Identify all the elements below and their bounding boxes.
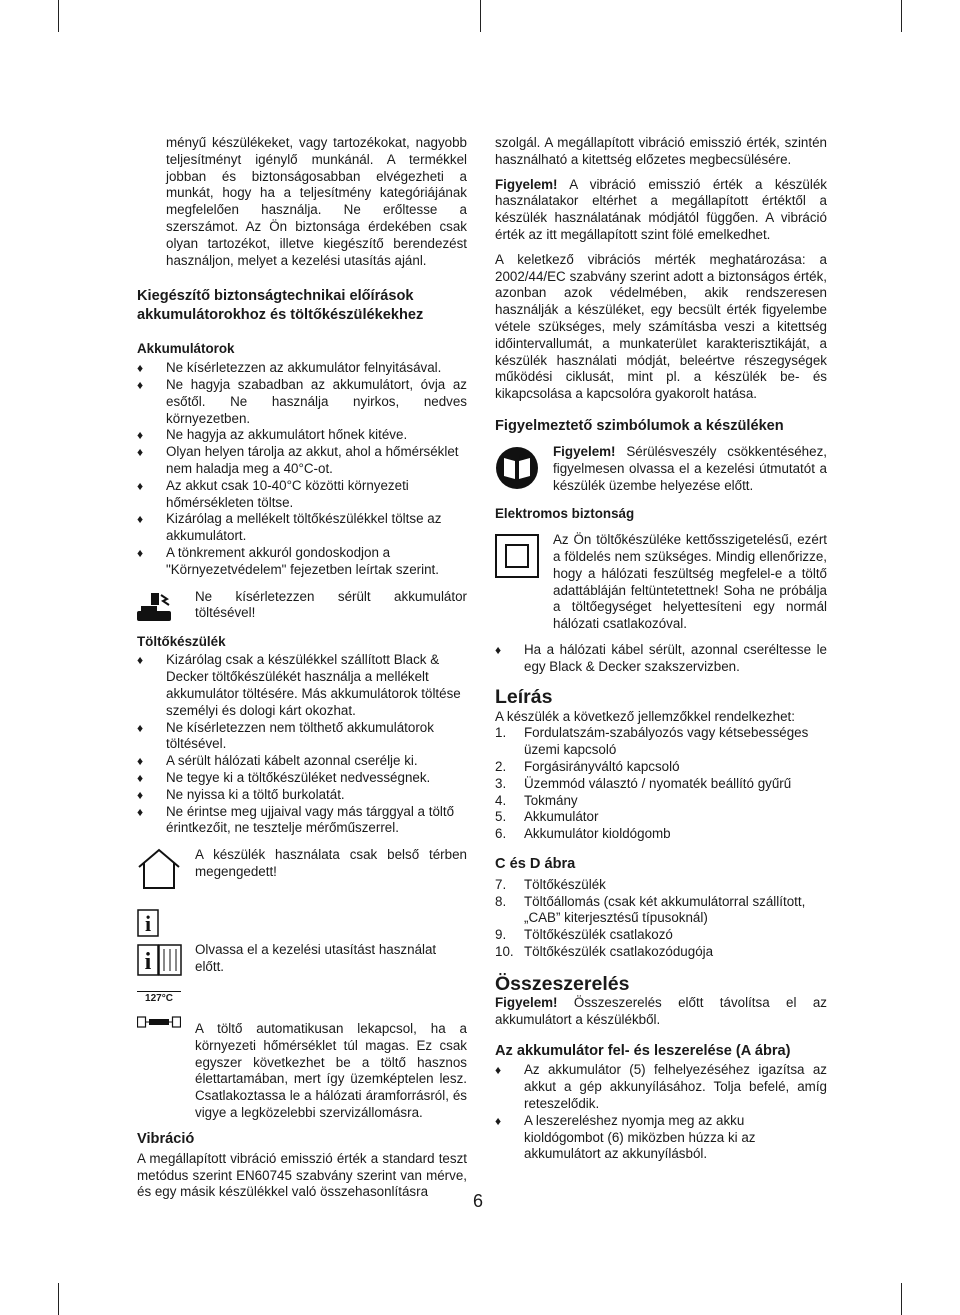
list-item: ♦ Ne tegye ki a töltőkészüléket nedvességnek. <box>137 769 431 785</box>
damaged-battery-text: Ne kísérletezzen sérült akkumulátor töltésével! <box>195 588 467 621</box>
list-item: ♦ Ne kísérletezzen az akkumulátor felnyitásával. <box>137 360 442 376</box>
bullet-icon: ♦ <box>137 653 144 668</box>
svg-text:i: i <box>144 911 152 937</box>
bullet-icon: ♦ <box>137 512 144 527</box>
list-item: ♦ Ne hagyja az akkumulátort hőnek kitéve. <box>137 427 408 443</box>
bullet-icon: ♦ <box>137 720 144 735</box>
indoor-use-icon <box>137 847 181 891</box>
list-item: 9. Töltőkészülék csatlakozó <box>495 927 673 943</box>
assembly-warning: Figyelem! Összeszerelés előtt távolítsa el az akkumulátort a készülékből. <box>495 994 827 1027</box>
vibration-paragraph: A megállapított vibráció emisszió érték a standard teszt metódus szerint EN60745 szabvány szerint van mérve, és egy másik készülékkel való összehasonlításra <box>137 1150 467 1200</box>
list-item: ♦ A leszereléshez nyomja meg az akku kioldógombot (6) miközben húzza ki az akkumulátort az akkunyílásból. <box>495 1112 756 1162</box>
double-insulation-text: Az Ön töltőkészüléke kettősszigetelésű, ezért a földelés nem szükséges. Mindig ellenőrizze, hogy a hálózati feszültség megfelel-e a töltő adattábláján feltüntetettnek! Soha ne próbálja a töltőegységet helyettesíteni egy normál hálózati csatlakozóval. <box>553 532 827 632</box>
assembly-heading: Összeszerelés <box>495 972 630 995</box>
list-item: ♦ Az akkumulátor (5) felhelyezéséhez igazítsa az akkut a gép akkunyílásához. Tolja befelé, amíg reteszelődik. <box>495 1062 827 1112</box>
safety-heading: Kiegészítő biztonságtechnikai előírások akkumulátorokhoz és töltőkészülékekhez <box>137 288 424 324</box>
battery-mount-heading: Az akkumulátor fel- és leszerelése (A ábra) <box>495 1043 791 1060</box>
list-item: ♦ A tönkrement akkuról gondoskodjon a "Környezetvédelem" fejezetben leírtak szerint. <box>137 544 439 577</box>
bullet-icon: ♦ <box>137 770 144 785</box>
crop-mark <box>901 0 902 32</box>
list-item: ♦ Ha a hálózati kábel sérült, azonnal cseréltesse le egy Black & Decker szakszervizben. <box>495 641 827 674</box>
right-column <box>495 135 827 1163</box>
vibration-heading: Vibráció <box>137 1130 195 1147</box>
list-item: 3. Üzemmód választó / nyomaték beállító gyűrű <box>495 775 792 791</box>
crop-mark <box>58 0 59 32</box>
figures-heading: C és D ábra <box>495 855 576 872</box>
damaged-battery-icon <box>137 591 179 627</box>
list-item: ♦ A sérült hálózati kábelt azonnal cserélje ki. <box>137 753 418 769</box>
thermal-fuse-icon: 127°C <box>137 991 181 1030</box>
bullet-icon: ♦ <box>137 804 144 819</box>
left-column <box>137 135 467 1201</box>
bullet-icon: ♦ <box>137 545 144 560</box>
charger-heading: Töltőkészülék <box>137 633 226 649</box>
bullet-icon: ♦ <box>137 478 144 493</box>
read-manual-icon <box>137 909 185 979</box>
list-item: ♦ Az akkut csak 10-40°C közötti környezeti hőmérsékleten töltse. <box>137 477 409 510</box>
bullet-icon: ♦ <box>495 1113 502 1128</box>
symbol-warning-text: Figyelem! Sérülésveszély csökkentéséhez, figyelmesen olvassa el a kezelési útmutatót a készülék üzembe helyezése előtt. <box>553 443 827 493</box>
list-item: 10. Töltőkészülék csatlakozódugója <box>495 944 714 960</box>
indoor-use-text: A készülék használata csak belső térben megengedett! <box>195 847 467 879</box>
double-insulation-icon <box>495 534 539 578</box>
list-item: 8. Töltőállomás (csak két akkumulátorral szállított, „CAB” kiterjesztésű típusoknál) <box>495 893 806 926</box>
bullet-icon: ♦ <box>137 754 144 769</box>
electrical-heading: Elektromos biztonság <box>495 506 635 522</box>
vibration-determination: A keletkező vibrációs mérték meghatározása: a 2002/44/EC szabvány szerint adott a biztonságos érték, azonban azok védelmében, akik rendszeresen használják a készüléket, egy becsült érték figyelembe vétele szükséges, mely számításba veszi a kitettség időintervallumát, a munkaterület karakterisztikáját, a készülék használati módját, beleértve részegységek működési ciklusát, mint pl. a készülék be- és kikapcsolása a kapcsolóra gyakorolt hatása. <box>495 251 827 402</box>
list-item: 2. Forgásirányváltó kapcsoló <box>495 758 680 774</box>
list-item: ♦ Ne érintse meg ujjaival vagy más tárggyal a töltő érintkezőit, ne tesztelje mérőműszerrel. <box>137 803 455 836</box>
battery-heading: Akkumulátorok <box>137 341 235 357</box>
intro-paragraph: ményű készülékeket, vagy tartozékokat, nagyobb teljesítményt igénylő munkánál. A termékkel jobban és biztonságosabban elvégezheti a munkát, hogy ha a teljesítmény kategóriájának megfelelően használja. Ne erőltesse a szerszámot. Az Ön biztonsága érdekében csak olyan tartozékot, illetve kiegészítő berendezést használjon, melyet a kezelési utasítás ajánl. <box>166 135 467 268</box>
list-item: ♦ Olyan helyen tárolja az akkut, ahol a hőmérséklet nem haladja meg a 40°C-ot. <box>137 444 459 476</box>
list-item: 7. Töltőkészülék <box>495 876 606 892</box>
description-heading: Leírás <box>495 685 553 708</box>
vibration-warning: Figyelem! A vibráció emisszió érték a készülék használatakor eltérhet a megállapított értéktől a készülék használatának módjától függően. A vibráció érték az itt megállapított szint fölé emelkedhet. <box>495 176 827 242</box>
bullet-icon: ♦ <box>495 642 502 657</box>
read-manual-warning-icon <box>495 446 539 490</box>
vibration-continued: szolgál. A megállapított vibráció emisszió érték, szintén használható a kitettség előzetes megbecsülésére. <box>495 135 827 167</box>
bullet-icon: ♦ <box>137 445 144 460</box>
read-manual-text: Olvassa el a kezelési utasítást használat előtt. <box>195 942 437 974</box>
bullet-icon: ♦ <box>137 428 144 443</box>
page-number: 6 <box>473 1191 484 1211</box>
crop-mark <box>480 0 481 32</box>
list-item: ♦ Ne kísérletezzen nem tölthető akkumulátorok töltésével. <box>137 719 434 752</box>
crop-mark <box>58 1283 59 1315</box>
bullet-icon: ♦ <box>137 361 144 376</box>
list-item: ♦ Ne hagyja szabadban az akkumulátort, óvja az esőtől. Ne használja nyirkos, nedves környezetben. <box>137 376 467 426</box>
list-item: 6. Akkumulátor kioldógomb <box>495 826 671 842</box>
list-item: 1. Fordulatszám-szabályozós vagy kétsebességes üzemi kapcsoló <box>495 725 809 758</box>
list-item: ♦ Ne nyissa ki a töltő burkolatát. <box>137 786 345 802</box>
list-item: ♦ Kizárólag csak a készülékkel szállított Black & Decker töltőkészülékét használja a mellékelt akkumulátor töltésére. Más akkumulátorok töltése személyi és dologi kárt okozhat. <box>137 652 461 718</box>
bullet-icon: ♦ <box>137 787 144 802</box>
bullet-icon: ♦ <box>137 377 144 392</box>
description-intro: A készülék a következő jellemzőkkel rendelkezhet: <box>495 708 795 724</box>
crop-mark <box>901 1283 902 1315</box>
list-item: 5. Akkumulátor <box>495 809 599 825</box>
svg-text:i: i <box>144 949 152 976</box>
thermal-fuse-text: A töltő automatikusan lekapcsol, ha a környezeti hőmérséklet túl magas. Ez csak egyszer következhet be a töltő hasznos élettartamában, mert így üzemképtelen lesz. Csatlakoztassa le a hálózati áramforrásról, és vigye a legközelebbi szervizállomásra. <box>195 1021 467 1121</box>
list-item: ♦ Kizárólag a mellékelt töltőkészülékkel töltse az akkumulátort. <box>137 511 442 544</box>
list-item: 4. Tokmány <box>495 792 578 808</box>
bullet-icon: ♦ <box>495 1063 502 1078</box>
symbols-heading: Figyelmeztető szimbólumok a készüléken <box>495 417 784 434</box>
